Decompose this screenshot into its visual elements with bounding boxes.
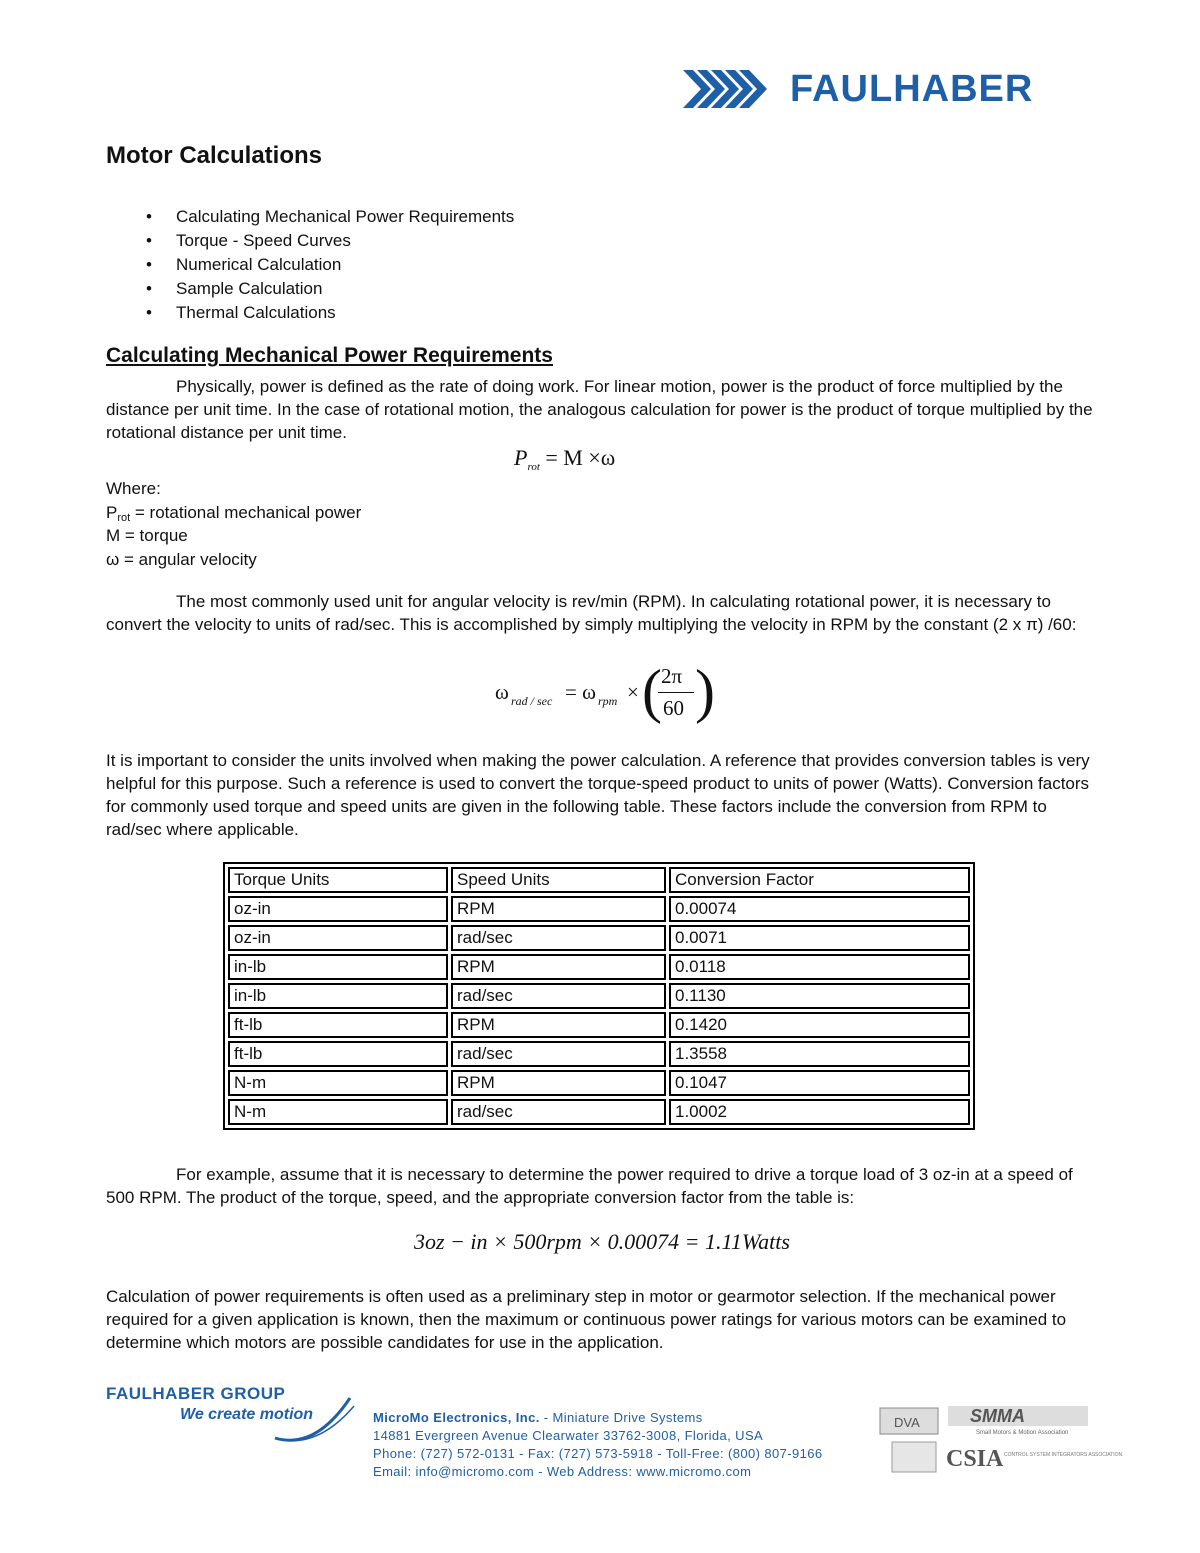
table-cell: rad/sec <box>451 925 666 951</box>
footer-company-info <box>373 1409 822 1481</box>
table-row <box>228 1041 970 1067</box>
svg-text:CONTROL SYSTEM INTEGRATORS ASS: CONTROL SYSTEM INTEGRATORS ASSOCIATION <box>1004 1452 1123 1458</box>
toc-item: • Calculating Mechanical Power Requirements <box>106 205 514 229</box>
conversion-table <box>223 862 975 1130</box>
table-header-cell: Conversion Factor <box>669 867 970 893</box>
table-cell: 0.1130 <box>669 983 970 1009</box>
company-email: Email: info@micromo.com - Web Address: www.micromo.com <box>373 1464 752 1479</box>
units-paragraph: It is important to consider the units involved when making the power calculation. A reference that provides conversion tables is very helpful for this purpose. Such a reference is used to convert the torque-speed product to units of power (Watts). Conversion factors for commonly used torque and speed units are given in the following table. These factors include the conversion from RPM to rad/sec where applicable. <box>106 751 1090 839</box>
table-cell: ft-lb <box>228 1041 448 1067</box>
table-cell: 0.1047 <box>669 1070 970 1096</box>
company-name: MicroMo Electronics, Inc. <box>373 1410 540 1425</box>
table-header-cell: Speed Units <box>451 867 666 893</box>
table-cell: 0.0118 <box>669 954 970 980</box>
toc-item: • Thermal Calculations <box>106 301 514 325</box>
formula1-lhs-sub: rot <box>527 461 540 473</box>
company-address: 14881 Evergreen Avenue Clearwater 33762-3008, Florida, USA <box>373 1428 764 1443</box>
table-cell: oz-in <box>228 896 448 922</box>
table-row <box>228 1012 970 1038</box>
table-cell: N-m <box>228 1099 448 1125</box>
formula1-rhs: = M ×ω <box>545 445 616 470</box>
example-formula: 3oz − in × 500rpm × 0.00074 = 1.11Watts <box>414 1229 790 1254</box>
svg-text:Small Motors & Motion Associat: Small Motors & Motion Association <box>976 1430 1069 1436</box>
table-cell: ft-lb <box>228 1012 448 1038</box>
toc-item: • Numerical Calculation <box>106 253 514 277</box>
footer-slogan: We create motion <box>180 1406 314 1423</box>
example-paragraph: For example, assume that it is necessary to determine the power required to drive a torque load of 3 oz-in at a speed of 500 RPM. The product of the torque, speed, and the appropriate conversion factor from the table is: <box>106 1165 1073 1207</box>
table-of-contents <box>106 205 514 325</box>
fraction-bar <box>658 692 694 693</box>
table-cell: 0.1420 <box>669 1012 970 1038</box>
closing-paragraph: Calculation of power requirements is often used as a preliminary step in motor or gearmotor selection. If the mechanical power required for a given application is known, then the maximum or continuous power ratings for various motors can be examined to determine which motors are possible candidates for use in the application. <box>106 1287 1067 1352</box>
formula1-lhs: P <box>514 445 528 470</box>
toc-item: • Sample Calculation <box>106 277 514 301</box>
table-row <box>228 1099 970 1125</box>
table-header-row <box>228 867 970 893</box>
table-cell: RPM <box>451 1070 666 1096</box>
association-logos-icon <box>878 1402 1123 1482</box>
table-row <box>228 896 970 922</box>
table-cell: rad/sec <box>451 983 666 1009</box>
faulhaber-logo-icon <box>683 70 783 108</box>
table-cell: in-lb <box>228 954 448 980</box>
svg-text:SMMA: SMMA <box>970 1406 1025 1426</box>
table-row <box>228 983 970 1009</box>
table-cell: 0.0071 <box>669 925 970 951</box>
section-heading: Calculating Mechanical Power Requirements <box>106 344 553 367</box>
table-cell: N-m <box>228 1070 448 1096</box>
company-division: - Miniature Drive Systems <box>543 1410 703 1425</box>
table-row <box>228 954 970 980</box>
definition-item: M = torque <box>106 526 188 545</box>
table-cell: 1.0002 <box>669 1099 970 1125</box>
power-formula <box>514 445 615 473</box>
company-phone: Phone: (727) 572-0131 - Fax: (727) 573-5918 - Toll-Free: (800) 807-9166 <box>373 1446 823 1461</box>
table-row <box>228 1070 970 1096</box>
svg-text:DVA: DVA <box>894 1415 920 1430</box>
table-header-cell: Torque Units <box>228 867 448 893</box>
definitions <box>106 477 361 571</box>
table-cell: oz-in <box>228 925 448 951</box>
table-row <box>228 925 970 951</box>
table-cell: rad/sec <box>451 1041 666 1067</box>
definition-item: $P_{rot}$ = rotational mechanical power <box>106 502 362 524</box>
brand-name: FAULHABER <box>790 68 1034 110</box>
table-cell: 1.3558 <box>669 1041 970 1067</box>
table-cell: RPM <box>451 1012 666 1038</box>
table-cell: in-lb <box>228 983 448 1009</box>
where-label: Where: <box>106 479 161 498</box>
page-title: Motor Calculations <box>106 142 323 169</box>
table-cell: rad/sec <box>451 1099 666 1125</box>
svg-text:CSIA: CSIA <box>946 1446 1004 1472</box>
open-paren: ( <box>642 658 662 724</box>
footer-group-name: FAULHABER GROUP <box>106 1384 286 1403</box>
rpm-paragraph: The most commonly used unit for angular velocity is rev/min (RPM). In calculating rotational power, it is necessary to convert the velocity to units of rad/sec. This is accomplished by simply multiplying the velocity in RPM by the constant (2 x π) /60: <box>106 592 1077 634</box>
close-paren: ) <box>695 658 715 724</box>
table-cell: 0.00074 <box>669 896 970 922</box>
conversion-formula: ω rad / sec = ω rpm × ( 2π 60 ) <box>495 658 715 724</box>
intro-paragraph: Physically, power is defined as the rate of doing work. For linear motion, power is the product of force multiplied by the distance per unit time. In the case of rotational motion, the analogous calculation for power is the product of torque multiplied by the rotational distance per unit time. <box>106 377 1093 442</box>
toc-item: • Torque - Speed Curves <box>106 229 514 253</box>
definition-item: ω = angular velocity <box>106 549 257 569</box>
table-cell: RPM <box>451 896 666 922</box>
table-cell: RPM <box>451 954 666 980</box>
